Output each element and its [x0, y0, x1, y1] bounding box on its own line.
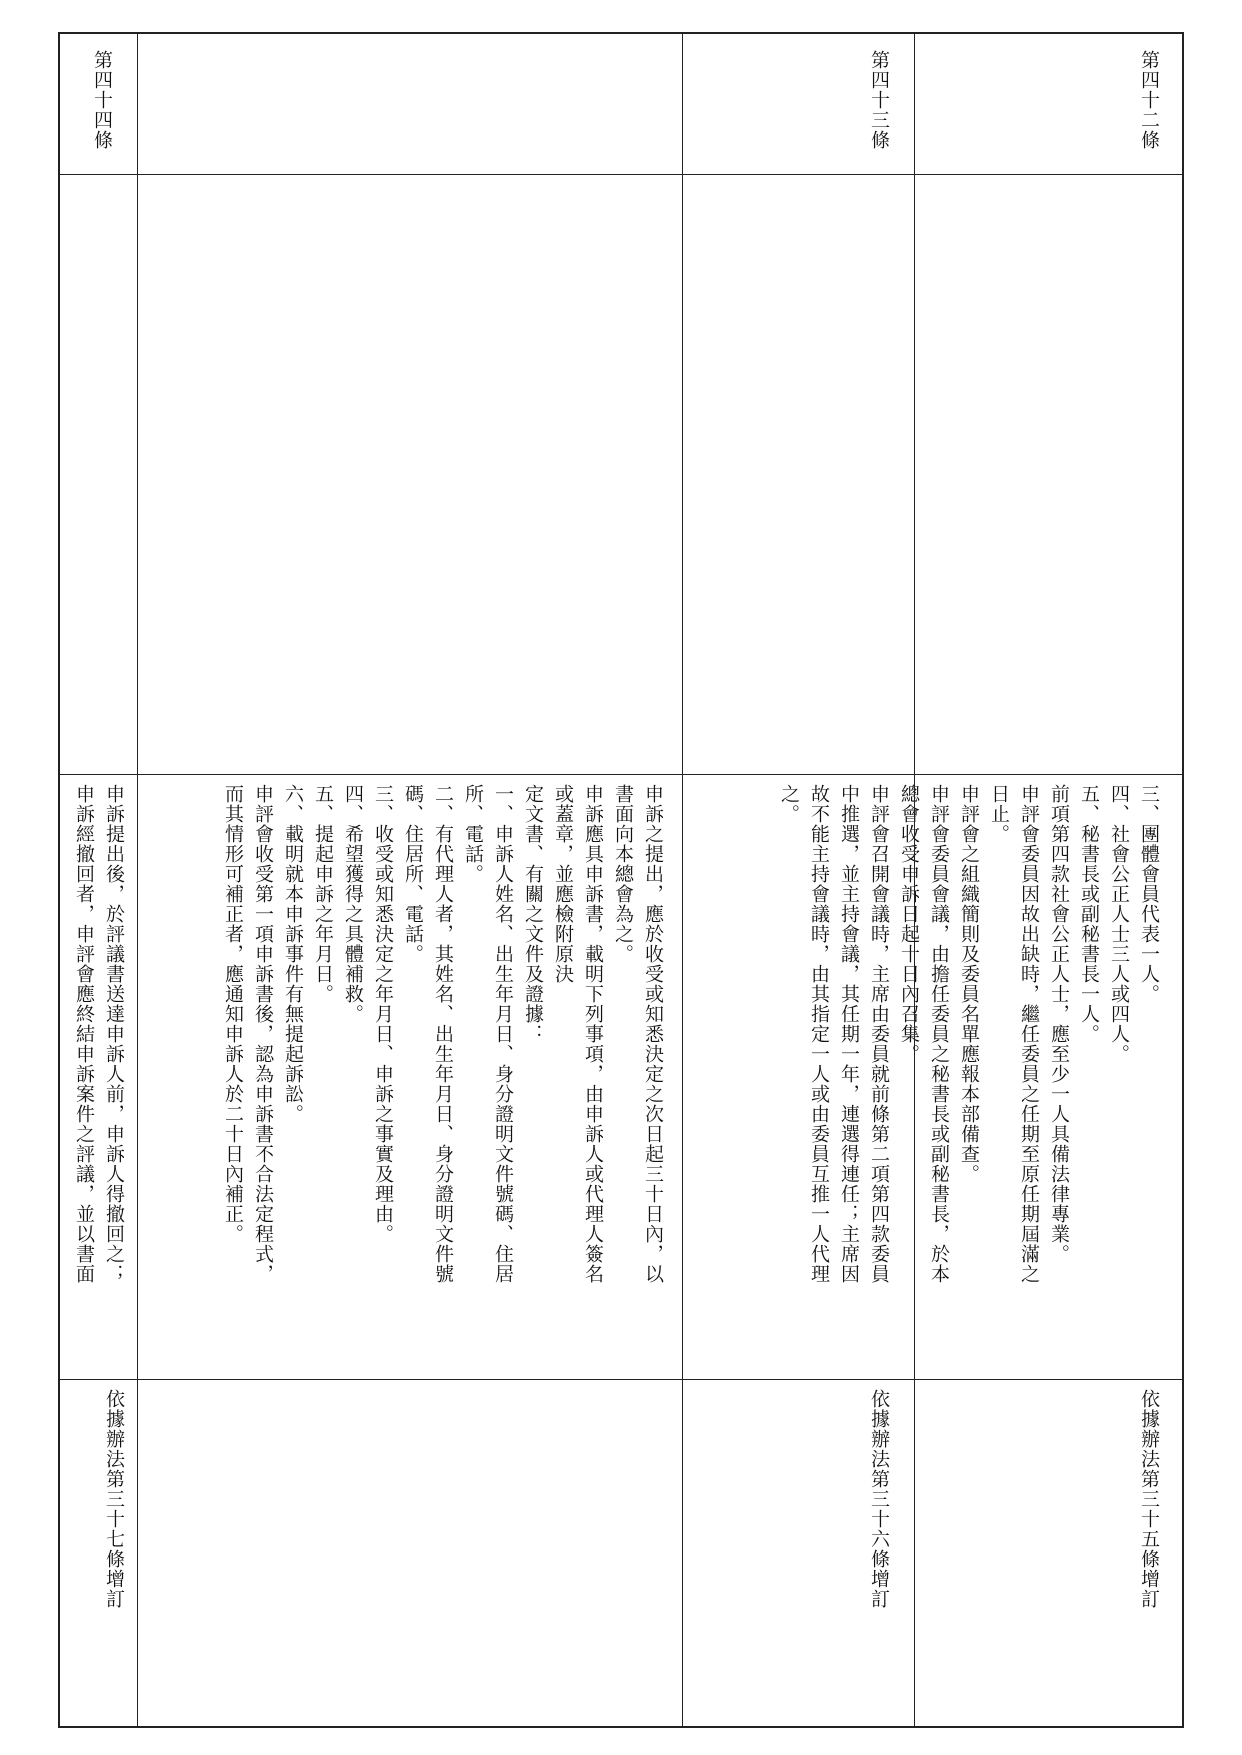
article-line: 前項第四款社會公正人士，應至少一人具備法律專業。: [1048, 784, 1070, 1264]
article-line: 一、申訴人姓名、出生年月日、身分證明文件號碼、住居: [492, 784, 514, 1284]
article-line: 六、載明就本申訴事件有無提起訴訟。: [282, 784, 304, 1124]
article-column-43: [683, 34, 915, 1726]
article-title: 第四十四條: [91, 50, 113, 150]
article-line: 申評會收受第一項申訴書後，認為申訴書不合法定程式，: [252, 784, 274, 1284]
article-body-column-43: [138, 34, 683, 1726]
row-divider: [915, 174, 1184, 175]
row-divider: [683, 1379, 914, 1380]
article-line: 五、提起申訴之年月日。: [312, 784, 334, 1004]
article-line: 四、希望獲得之具體補救。: [342, 784, 364, 1024]
article-line: 書面向本總會為之。: [612, 784, 634, 964]
article-body: [69, 784, 129, 1374]
article-column-44: [60, 34, 138, 1726]
article-line: 故不能主持會議時，由其指定一人或由委員互推一人代理: [808, 784, 830, 1284]
article-note: 依據辦法第三十七條增訂: [103, 1389, 125, 1609]
article-line: 五、秘書長或副秘書長一人。: [1078, 784, 1100, 1044]
article-line: 日止。: [988, 784, 1010, 844]
article-note: 依據辦法第三十五條增訂: [1138, 1389, 1160, 1609]
article-line: 所、電話。: [462, 784, 484, 884]
row-divider: [138, 174, 682, 175]
article-line: 申評會之組織簡則及委員名單應報本部備查。: [958, 784, 980, 1184]
article-line: 而其情形可補正者，應通知申訴人於二十日內補正。: [222, 784, 244, 1244]
row-divider: [138, 1379, 682, 1380]
article-line: 中推選，並主持會議，其任期一年，連選得連任；主席因: [838, 784, 860, 1284]
article-line: 申訴經撤回者，申評會應終結申訴案件之評議，並以書面: [73, 784, 95, 1284]
row-divider: [60, 1379, 137, 1380]
article-line: 申訴應具申訴書，載明下列事項，由申訴人或代理人簽名: [582, 784, 604, 1284]
article-line: 申評會委員會議，由擔任委員之秘書長或副秘書長，於本: [928, 784, 950, 1284]
row-divider: [60, 774, 137, 775]
article-note: 依據辦法第三十六條增訂: [868, 1389, 890, 1609]
article-line: 碼、住居所、電話。: [402, 784, 424, 964]
article-body: [218, 784, 668, 1374]
article-line: 二、有代理人者，其姓名、出生年月日、身分證明文件號: [432, 784, 454, 1284]
row-divider: [683, 774, 914, 775]
article-line: 申訴之提出，應於收受或知悉決定之次日起三十日內，以: [642, 784, 664, 1284]
article-line: 申評會召開會議時，主席由委員就前條第二項第四款委員: [868, 784, 890, 1284]
row-divider: [138, 774, 682, 775]
article-line: 申訴提出後，於評議書送達申訴人前，申訴人得撤回之；: [103, 784, 125, 1284]
row-divider: [915, 774, 1184, 775]
row-divider: [915, 1379, 1184, 1380]
regulation-table: [58, 32, 1184, 1728]
article-line: 四、社會公正人士三人或四人。: [1108, 784, 1130, 1064]
article-line: 三、收受或知悉決定之年月日、申訴之事實及理由。: [372, 784, 394, 1244]
article-title: 第四十三條: [868, 50, 890, 150]
article-line: 之。: [778, 784, 800, 824]
article-title: 第四十二條: [1138, 50, 1160, 150]
article-line: 三、團體會員代表一人。: [1138, 784, 1160, 1004]
article-line: 申評會委員因故出缺時，繼任委員之任期至原任期屆滿之: [1018, 784, 1040, 1284]
article-line: 定文書、有關之文件及證據：: [522, 784, 544, 1044]
row-divider: [60, 174, 137, 175]
article-line: 總會收受申訴日起十日內召集。: [898, 784, 920, 1064]
article-line: 或蓋章，並應檢附原決: [552, 784, 574, 984]
row-divider: [683, 174, 914, 175]
